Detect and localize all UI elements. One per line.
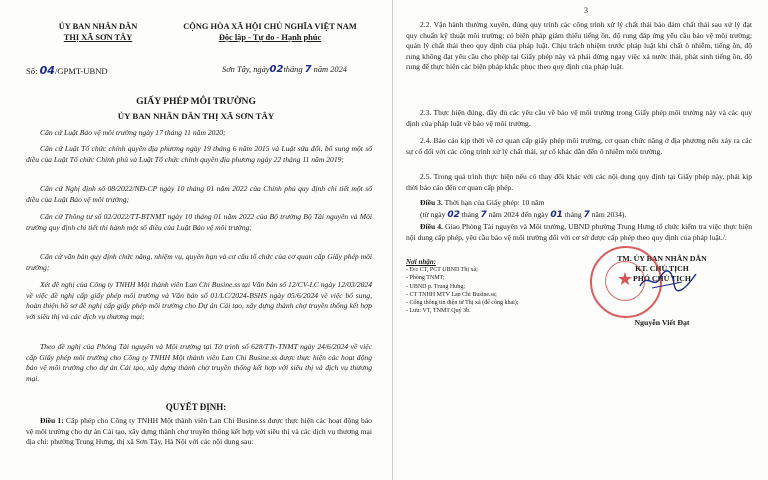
- recipient-item: - UBND p. Trung Hưng;: [406, 283, 466, 290]
- recipient-item: - Lưu: VT, TNMT Quý 3b.: [406, 308, 471, 315]
- validity-from-month-label: tháng: [461, 210, 479, 219]
- signature-org: TM. ỦY BAN NHÂN DÂN: [617, 254, 707, 263]
- article-4-text: Giao Phòng Tài nguyên và Môi trường, UBND phường Trung Hưng tổ chức kiểm tra việc thực hiện nội dung cấp phép, yêu cầu bảo vệ môi trường đối với cơ sở được cấp phép theo quy định của pháp luật./.: [406, 222, 753, 242]
- article-1-label: Điều 1:: [40, 416, 64, 425]
- basis-1: Căn cứ Luật Bảo vệ môi trường ngày 17 tháng 11 năm 2020;: [40, 128, 226, 137]
- recipients-block: [406, 258, 566, 315]
- article-3-label: Điều 3.: [420, 198, 443, 207]
- basis-3: Căn cứ Nghị định số 08/2022/NĐ-CP ngày 10 tháng 01 năm 2022 của Chính phủ quy định chi tiết một số điều của Luật Bảo vệ môi trường;: [26, 184, 372, 204]
- basis-7: Theo đề nghị của Phòng Tài nguyên và Môi trường tại Tờ trình số 628/TTr-TNMT ngày 24/6/2024 về việc cấp Giấy phép môi trường cho Công ty TNHH Một thành viên Lan Chi Busine.ss được thực hiện các hoạt động bảo vệ môi trường cho dự án Cải tạo, xây dựng thành chợ truyền thống kết hợp với siêu thị và dịch vụ thương mại.: [26, 342, 372, 383]
- page-3: [396, 0, 768, 480]
- signer-name: Nguyễn Viết Đạt: [634, 318, 690, 327]
- validity-to-month-label: tháng: [564, 210, 582, 219]
- recipients-title: Nơi nhận:: [406, 258, 437, 266]
- national-title: CỘNG HÒA XÃ HỘI CHỦ NGHĨA VIỆT NAM: [183, 22, 357, 31]
- permit-validity-dates: [420, 210, 626, 220]
- validity-from-label: (từ ngày: [420, 210, 446, 219]
- issuing-org-line1: ỦY BAN NHÂN DÂN: [58, 22, 138, 31]
- recipient-item: - Đ/c CT, PCT UBND Thị xã;: [406, 267, 478, 274]
- basis-5: Căn cứ văn bản quy định chức năng, nhiệm vụ, quyền hạn và cơ cấu tổ chức của cơ quan cấp Giấy phép môi trường;: [26, 252, 372, 272]
- clause-2-2: 2.2. Vận hành thường xuyên, đúng quy trình các công trình xử lý chất thải bảo đảm chất thải sau xử lý đạt quy chuẩn kỹ thuật môi trường; có biện pháp giảm thiểu tiếng ồn, độ rung đáp ứng yêu cầu bảo vệ môi trường; quản lý chất thải theo quy định của pháp luật. Chịu trách nhiệm trước pháp luật khi chất ô nhiễm, tiếng ồn, độ rung không đạt yêu cầu cho phép tại Giấy phép này và phải dừng ngay việc xả nước thải, phát sinh tiếng ồn, độ rung để thực hiện các biện pháp khắc phục theo quy định của pháp luật.: [406, 20, 752, 72]
- validity-to-day: 01: [550, 210, 563, 220]
- article-1-text: Cấp phép cho Công ty TNHH Một thành viên Lan Chi Busine.ss được thực hiện các hoạt động bảo vệ môi trường cho dự án Cải tạo, xây dựng thành chợ truyền thống kết hợp với siêu thị và các dịch vụ thương mại địa chỉ: phường Trung Hưng, thị xã Sơn Tây, Hà Nội với các nội dung sau:: [26, 416, 372, 447]
- page-number: 3: [584, 6, 588, 15]
- date-day-handwritten: 02: [269, 64, 284, 75]
- doc-number-prefix: Số:: [26, 66, 38, 76]
- document-title: GIẤY PHÉP MÔI TRƯỜNG: [136, 96, 256, 107]
- article-4-label: Điều 4.: [420, 222, 443, 231]
- validity-from-month: 7: [480, 210, 487, 220]
- validity-to-label: năm 2024 đến ngày: [488, 210, 549, 219]
- date-prefix: Sơn Tây, ngày: [222, 65, 270, 74]
- national-motto: Độc lập - Tự do - Hạnh phúc: [218, 33, 322, 42]
- validity-from-day: 02: [447, 210, 460, 220]
- recipient-item: - Cổng thông tin điện tử Thị xã (để công khai);: [406, 300, 519, 307]
- basis-2: Căn cứ Luật Tổ chức chính quyền địa phương ngày 19 tháng 6 năm 2015 và Luật sửa đổi, bổ sung một số điều của Luật Tổ chức Chính phủ và Luật Tổ chức chính quyền địa phương ngày 22 tháng 11 năm 2019;: [26, 144, 372, 164]
- article-3: [406, 198, 752, 209]
- official-seal-icon: ★: [590, 246, 662, 318]
- doc-number-suffix: /GPMT-UBND: [54, 66, 108, 76]
- article-3-text: Thời hạn của Giấy phép: 10 năm: [444, 198, 545, 207]
- signature-role-2: PHÓ CHỦ TỊCH: [633, 274, 691, 283]
- article-4: [406, 222, 752, 243]
- signature-role-1: KT. CHỦ TỊCH: [635, 264, 689, 273]
- recipient-item: - Phòng TNMT;: [406, 275, 445, 282]
- signature-icon: [638, 268, 698, 294]
- recipient-item: - CT TNHH MTV Lan Chi Busine.ss;: [406, 291, 497, 298]
- clause-2-4: 2.4. Báo cáo kịp thời về cơ quan cấp giấy phép môi trường, cơ quan chức năng ở địa phương nếu xảy ra các sự cố đối với các công trình xử lý chất thải, sự cố khác dẫn đến ô nhiễm môi trường.: [406, 136, 752, 156]
- basis-6: Xét đề nghị của Công ty TNHH Một thành viên Lan Chi Busine.ss tại Văn bản số 12/CV-LC ngày 12/03/2024 về việc đề nghị cấp giấy phép môi trường và Văn bản số 01/LC/2024-BSHS ngày 05/6/2024 về việc bổ sung, hoàn thiện hồ sơ đề nghị cấp giấy phép môi trường cho Dự án Cải tạo, xây dựng thành chợ truyền thống kết hợp với siêu thị và các dịch vụ thương mại;: [26, 280, 373, 321]
- decision-heading: QUYẾT ĐỊNH:: [165, 402, 227, 412]
- date-month-label: tháng: [283, 65, 303, 74]
- validity-to-year: năm 2034).: [591, 210, 627, 219]
- date-month-handwritten: 7: [304, 64, 312, 75]
- document-subtitle: ỦY BAN NHÂN DÂN THỊ XÃ SƠN TÂY: [117, 111, 275, 121]
- validity-to-month: 7: [583, 210, 590, 220]
- issuing-org-line2: THỊ XÃ SƠN TÂY: [63, 33, 133, 42]
- clause-2-3: 2.3. Thực hiện đúng, đầy đủ các yêu cầu về bảo vệ môi trường trong Giấy phép môi trường này và các quy định của pháp luật về bảo vệ môi trường.: [406, 108, 752, 128]
- issue-date: [222, 64, 347, 75]
- document-number: [26, 64, 108, 77]
- article-1: [26, 416, 372, 448]
- basis-4: Căn cứ Thông tư số 02/2022/TT-BTNMT ngày 10 tháng 01 năm 2022 của Bộ trưởng Bộ Tài nguyên và Môi trường quy định chi tiết thi hành một số điều của Luật Bảo vệ môi trường;: [26, 212, 372, 232]
- clause-2-5: 2.5. Trong quá trình thực hiện nếu có thay đổi khác với các nội dung quy định tại Giấy phép này, phải kịp thời báo cáo đến cơ quan cấp phép.: [406, 172, 752, 192]
- date-year: năm 2024: [313, 65, 347, 74]
- doc-number-handwritten: 04: [39, 64, 55, 77]
